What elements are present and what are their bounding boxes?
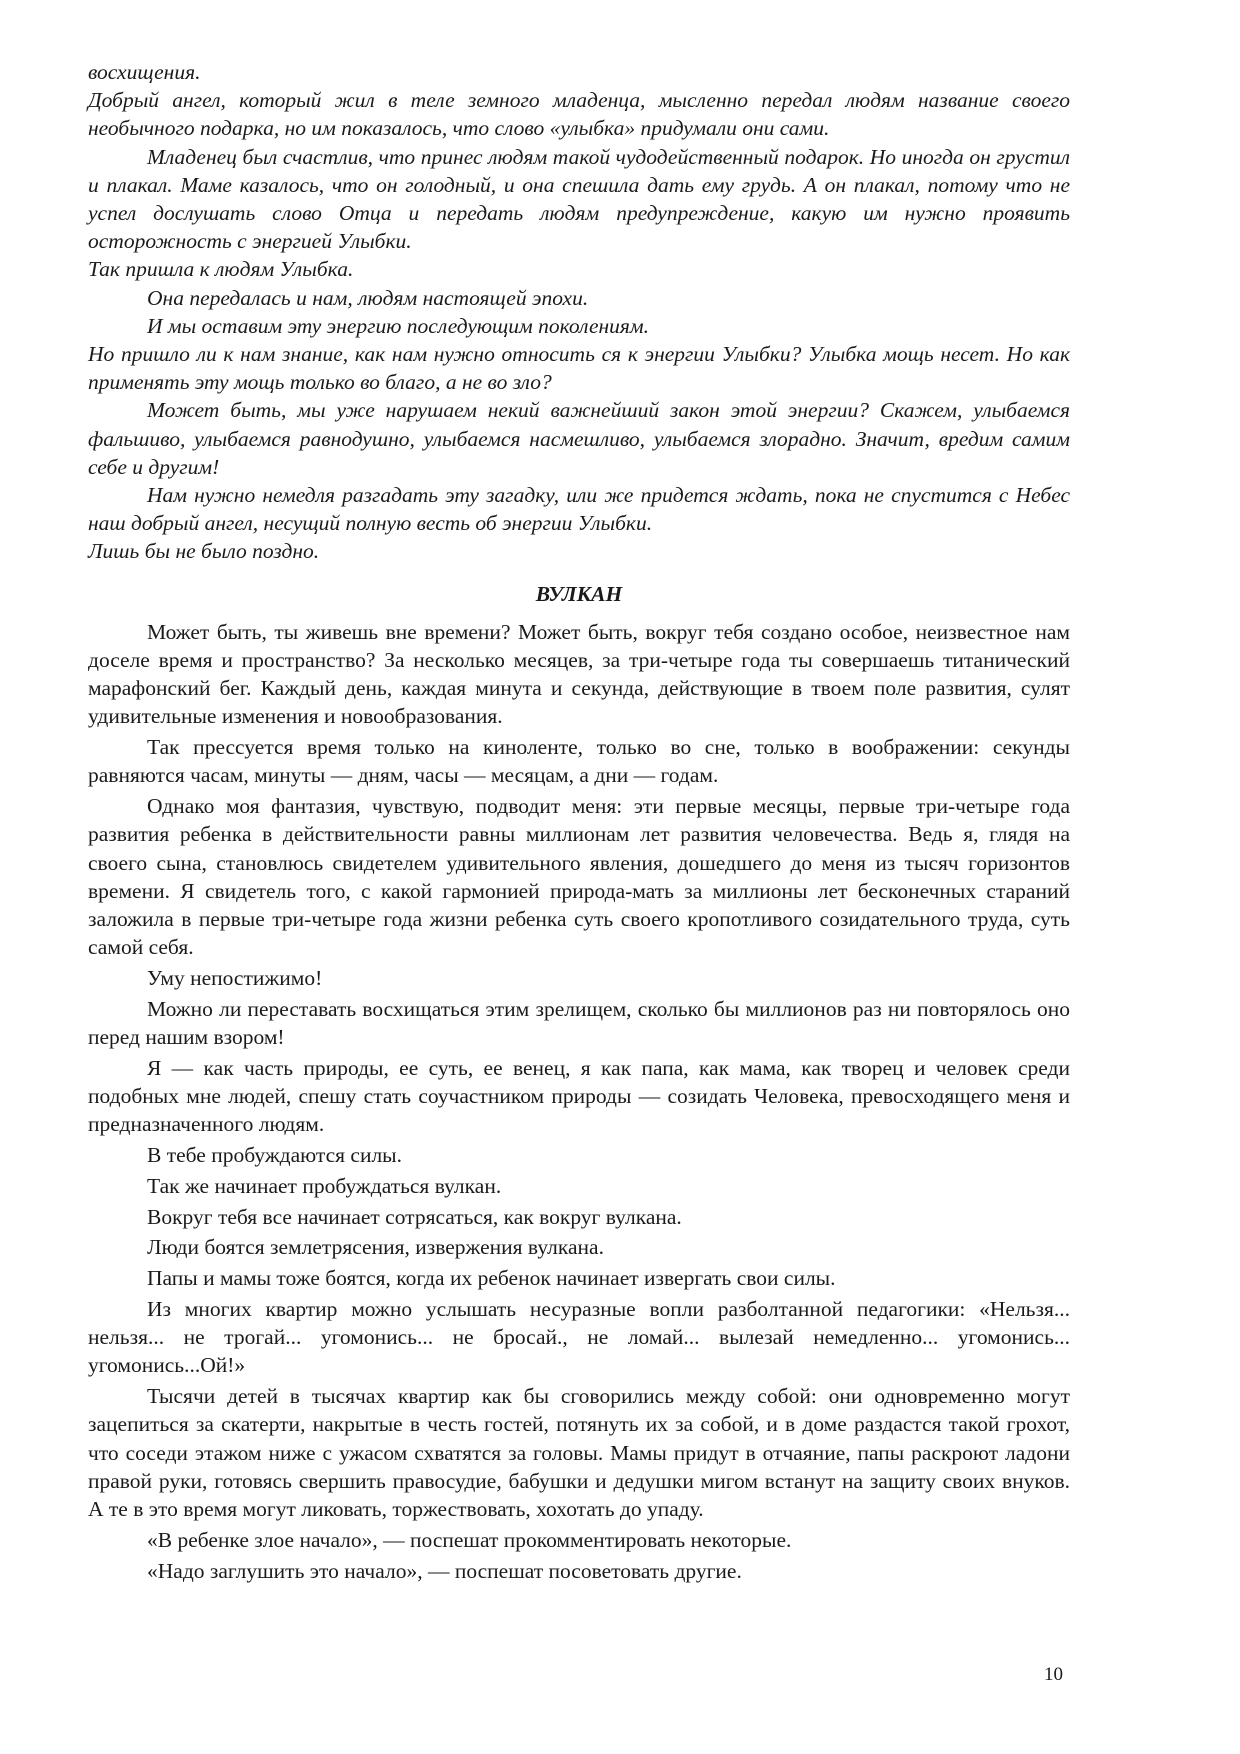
- paragraph: восхищения.: [88, 60, 201, 84]
- paragraph: «В ребенке злое начало», — поспешат прокомментировать некоторые.: [147, 1527, 792, 1552]
- paragraph: Однако моя фантазия, чувствую, подводит меня: эти первые месяцы, первые три-четыре года развития ребенка в действительности равны миллионам лет развития человечества. Ведь я, глядя на своего сына, становлюсь свидетелем удивительного явления, дошедшего до меня из тысяч горизонтов времени. Я свидетель того, с какой гармонией природа-мать за миллионы лет бесконечных стараний заложила в первые три-четыре года жизни ребенка суть своего кропотливого созидательного труда, суть самой себя.: [88, 794, 1070, 960]
- paragraph: Может быть, мы уже нарушаем некий важнейший закон этой энергии? Скажем, улыбаемся фальшиво, улыбаемся равнодушно, улыбаемся насмешливо, улыбаемся злорадно. Значит, вредим самим себе и другим!: [88, 398, 1070, 479]
- paragraph: «Надо заглушить это начало», — поспешат посоветовать другие.: [147, 1558, 742, 1583]
- paragraph: Уму непостижимо!: [147, 966, 323, 991]
- paragraph: Она передалась и нам, людям настоящей эпохи.: [147, 285, 589, 310]
- paragraph: Добрый ангел, который жил в теле земного младенца, мысленно передал людям название своего необычного подарка, но им показалось, что слово «улыбка» придумали они сами.: [88, 88, 1070, 141]
- paragraph: Лишь бы не было поздно.: [88, 539, 320, 564]
- paragraph: Младенец был счастлив, что принес людям такой чудодейственный подарок. Но иногда он грустил и плакал. Маме казалось, что он голодный, и она спешила дать ему грудь. А он плакал, потому что не успел дослушать слово Отца и передать людям предупреждение, какую им нужно проявить осторожность с энергией Улыбки.: [88, 144, 1070, 254]
- paragraph: Люди боятся землетрясения, извержения вулкана.: [147, 1235, 604, 1260]
- paragraph: В тебе пробуждаются силы.: [147, 1143, 402, 1168]
- paragraph: Так же начинает пробуждаться вулкан.: [147, 1173, 502, 1198]
- paragraph: Нам нужно немедля разгадать эту загадку, или же придется ждать, пока не спустится с Небес наш добрый ангел, несущий полную весть об энергии Улыбки.: [88, 483, 1070, 536]
- section-title: ВУЛКАН: [535, 581, 623, 606]
- page-number: 10: [1044, 1664, 1063, 1685]
- paragraph: И мы оставим эту энергию последующим поколениям.: [147, 313, 650, 338]
- paragraph: Тысячи детей в тысячах квартир как бы сговорились между собой: они одновременно могут зацепиться за скатерти, накрытые в честь гостей, потянуть их за собой, и в доме раздастся такой грохот, что соседи этажом ниже с ужасом схватятся за головы. Мамы придут в отчаяние, папы раскроют ладони правой руки, готовясь свершить правосудие, бабушки и дедушки мигом встанут на защиту своих внуков. А те в это время могут ликовать, торжествовать, хохотать до упаду.: [88, 1384, 1070, 1522]
- paragraph: Из многих квартир можно услышать несуразные вопли разболтанной педагогики: «Нельзя... нельзя... не трогай... угомонись... не бросай., не ломай... вылезай немедленно... угомонись... угомонись...Ой!»: [88, 1297, 1070, 1378]
- section-smile-story: [88, 58, 1070, 566]
- document-page: [88, 58, 1070, 1587]
- paragraph: Я — как часть природы, ее суть, ее венец, я как папа, как мама, как творец и человек среди подобных мне людей, спешу стать соучастником природы — созидать Человека, превосходящего меня и предназначенного людям.: [88, 1055, 1070, 1137]
- paragraph: Может быть, ты живешь вне времени? Может быть, вокруг тебя создано особое, неизвестное нам доселе время и пространство? За несколько месяцев, за три-четыре года ты совершаешь титанический марафонский бег. Каждый день, каждая минута и секунда, действующие в твоем поле развития, сулят удивительные изменения и новообразования.: [88, 619, 1070, 729]
- section-volcano: [88, 618, 1070, 1585]
- paragraph: Вокруг тебя все начинает сотрясаться, как вокруг вулкана.: [147, 1204, 682, 1229]
- paragraph: Так прессуется время только на киноленте, только во сне, только в воображении: секунды равняются часам, минуты — дням, часы — месяцам, а дни — годам.: [88, 735, 1070, 788]
- paragraph: Папы и мамы тоже боятся, когда их ребенок начинает извергать свои силы.: [147, 1266, 836, 1291]
- paragraph: Можно ли переставать восхищаться этим зрелищем, сколько бы миллионов раз ни повторялось оно перед нашим взором!: [88, 996, 1070, 1050]
- paragraph: Так пришла к людям Улыбка.: [88, 257, 354, 282]
- paragraph: Но пришло ли к нам знание, как нам нужно относить ся к энергии Улыбки? Улыбка мощь несет. Но как применять эту мощь только во благо, а не во зло?: [88, 342, 1070, 395]
